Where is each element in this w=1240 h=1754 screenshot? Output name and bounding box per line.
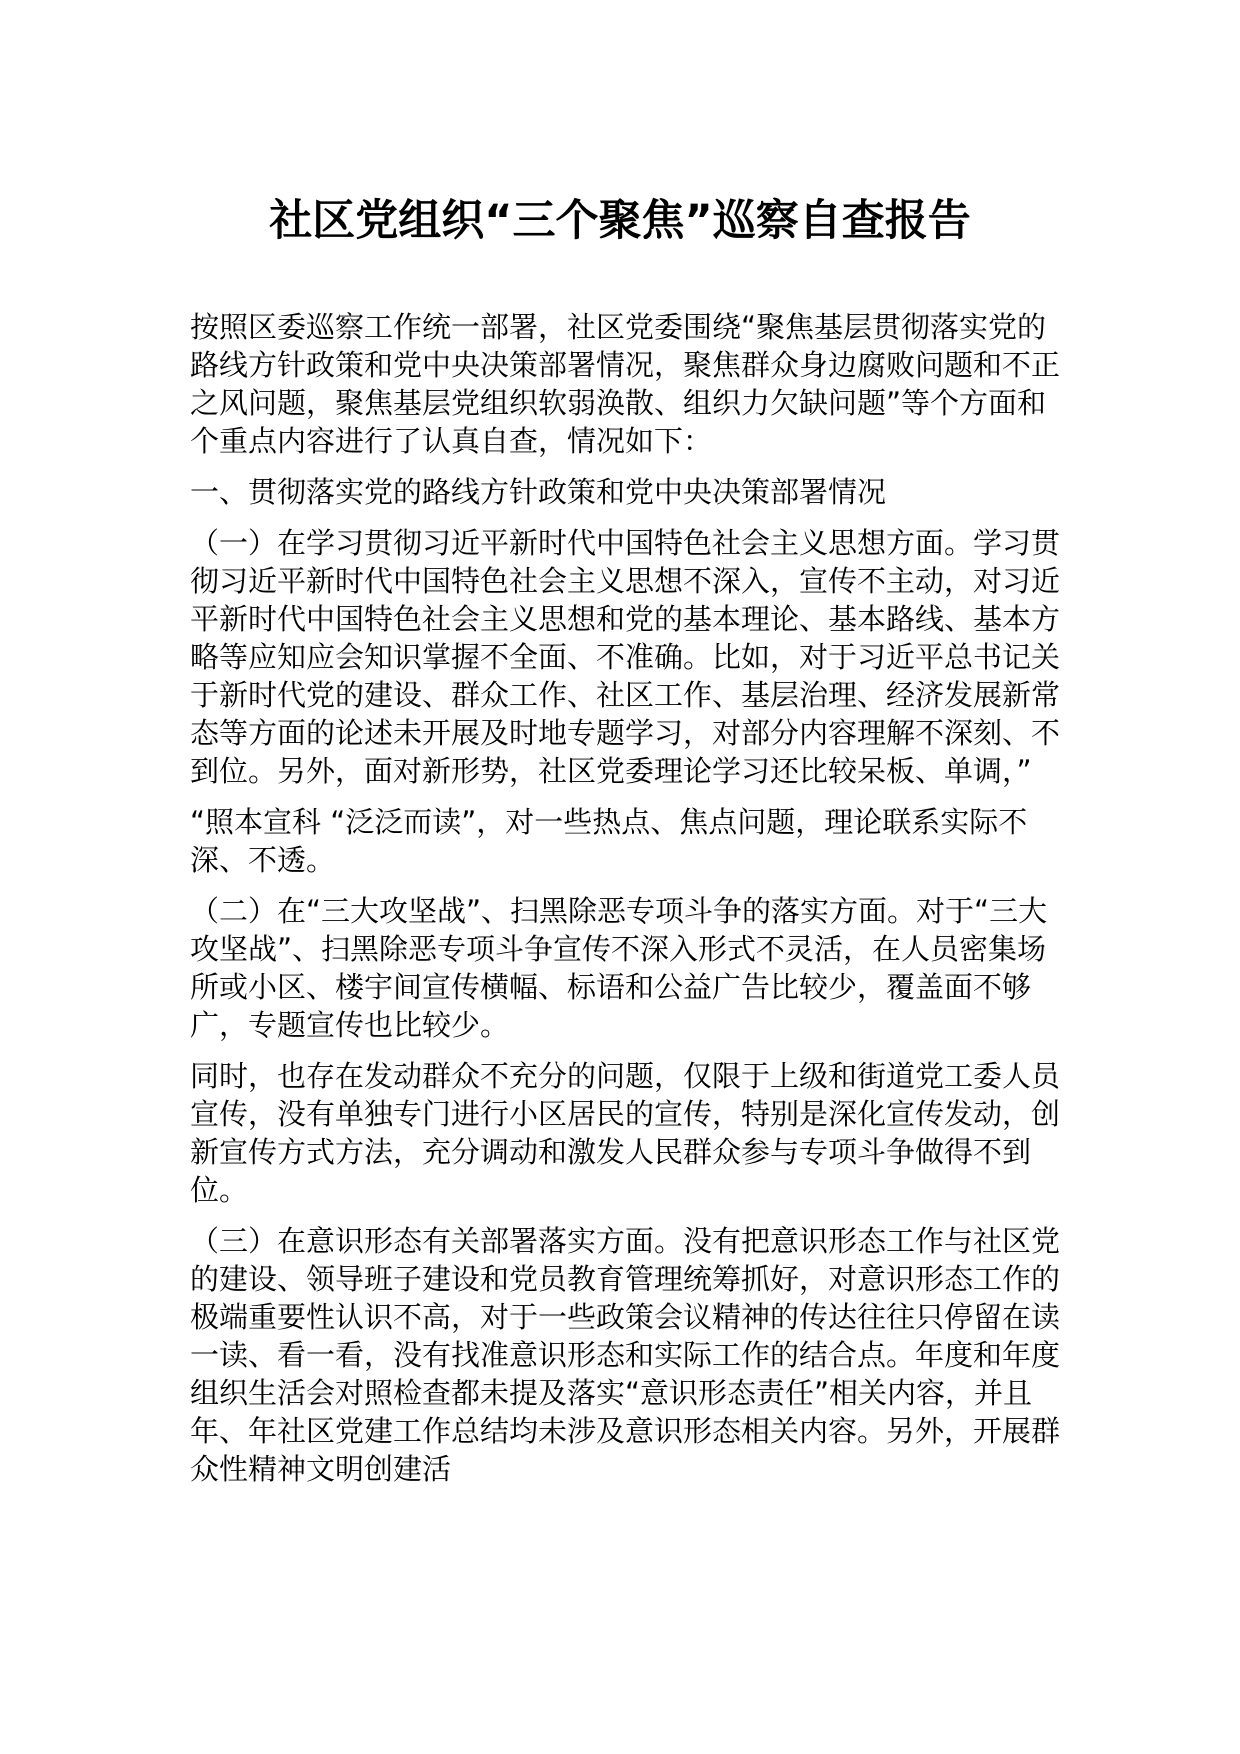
- paragraph-three-battles: （二）在“三大攻坚战”、扫黑除恶专项斗争的落实方面。对于“三大攻坚战”、扫黑除恶专项斗争宣传不深入形式不灵活，在人员密集场所或小区、楼宇间宣传横幅、标语和公益广告比较少，覆盖面不够广，专题宣传也比较少。: [190, 894, 1048, 1042]
- document-body: [190, 308, 1070, 1501]
- document-title: 社区党组织“三个聚焦”巡察自查报告: [269, 196, 971, 246]
- paragraph-mobilization: 同时，也存在发动群众不充分的问题，仅限于上级和街道党工委人员宣传，没有单独专门进行小区居民的宣传，特别是深化宣传发动，创新宣传方式方法，充分调动和激发人民群众参与专项斗争做得不到位。: [190, 1059, 1061, 1207]
- paragraph-study-thought-cont: “照本宣科 “泛泛而读”，对一些热点、焦点问题，理论联系实际不深、不透。: [190, 805, 1028, 877]
- paragraph-ideology: （三）在意识形态有关部署落实方面。没有把意识形态工作与社区党的建设、领导班子建设和党员教育管理统筹抓好，对意识形态工作的极端重要性认识不高，对于一些政策会议精神的传达往往只停留在读一读、看一看，没有找准意识形态和实际工作的结合点。年度和年度组织生活会对照检查都未提及落实“意识形态责任”相关内容，并且年、年社区党建工作总结均未涉及意识形态相关内容。另外，开展群众性精神文明创建活: [190, 1224, 1061, 1486]
- paragraph-intro: 按照区委巡察工作统一部署，社区党委围绕“聚焦基层贯彻落实党的路线方针政策和党中央决策部署情况，聚焦群众身边腐败问题和不正之风问题，聚焦基层党组织软弱涣散、组织力欠缺问题”等个方面和个重点内容进行了认真自查，情况如下：: [190, 310, 1061, 458]
- paragraph-study-thought: （一）在学习贯彻习近平新时代中国特色社会主义思想方面。学习贯彻习近平新时代中国特色社会主义思想不深入，宣传不主动，对习近平新时代中国特色社会主义思想和党的基本理论、基本路线、基本方略等应知应会知识掌握不全面、不准确。比如，对于习近平总书记关于新时代党的建设、群众工作、社区工作、基层治理、经济发展新常态等方面的论述未开展及时地专题学习，对部分内容理解不深刻、不到位。另外，面对新形势，社区党委理论学习还比较呆板、单调，”: [190, 526, 1061, 788]
- section-heading-1: 一、贯彻落实党的路线方针政策和党中央决策部署情况: [190, 475, 887, 509]
